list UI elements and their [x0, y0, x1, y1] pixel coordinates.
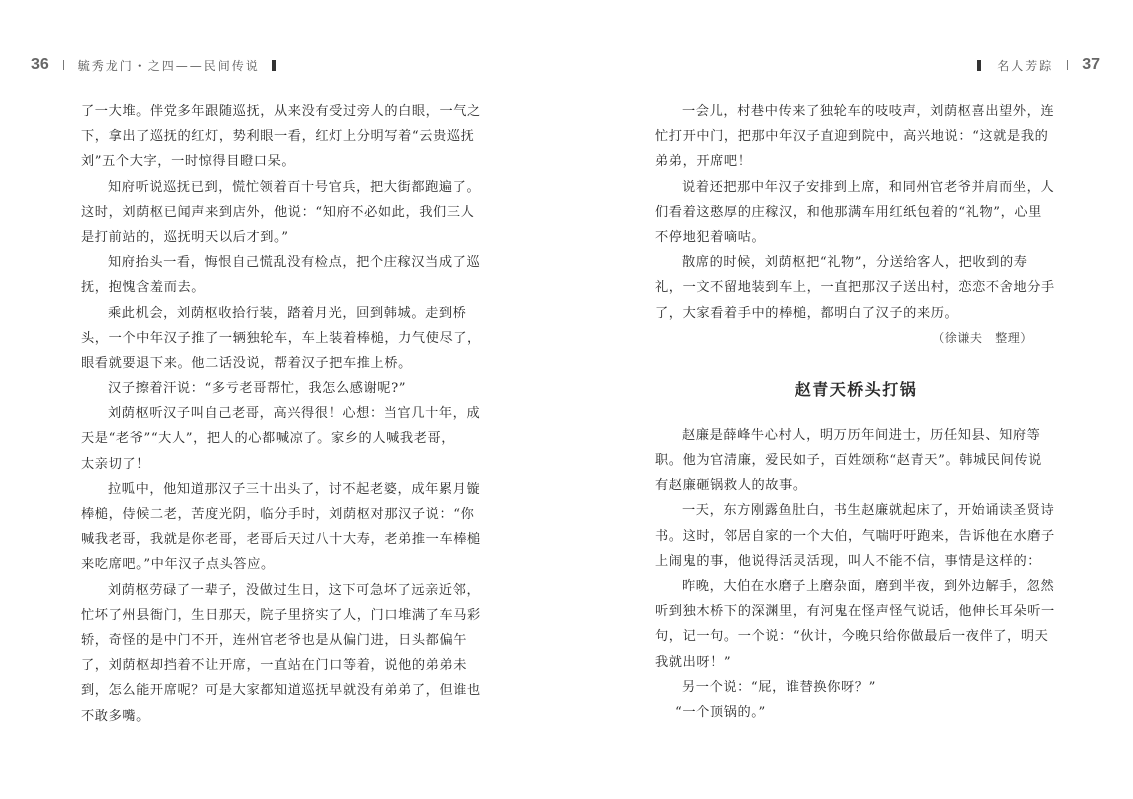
text-line: 棒槌，侍候二老，苦度光阴，临分手时，刘荫枢对那汉子说：“你	[81, 507, 475, 522]
left-body-text	[81, 99, 483, 729]
text-line: 们看着这憨厚的庄稼汉，和他那满车用红纸包着的“礼物”，心里	[655, 204, 1042, 220]
text-line: 说着还把那中年汉子安排到上席，和同州官老爷并肩而坐，人	[682, 179, 1055, 195]
text-line: 知府抬头一看，悔恨自己慌乱没有检点，把个庄稼汉当成了巡	[108, 255, 481, 271]
text-line: 了，大家看着手中的棒槌，都明白了汉子的来历。	[655, 305, 959, 321]
text-line: 下，拿出了巡抚的红灯，势利眼一看，红灯上分明写着“云贵巡抚	[81, 129, 475, 145]
text-line: 轿，奇怪的是中门不开，连州官老爷也是从偏门进，日头都偏午	[81, 632, 468, 648]
text-line: 一天，东方刚露鱼肚白，书生赵廉就起床了，开始诵读圣贤诗	[682, 503, 1055, 519]
text-line: 乘此机会，刘荫枢收拾行装，踏着月光，回到韩城。走到桥	[108, 305, 467, 321]
left-header	[31, 54, 276, 76]
right-body-text	[655, 99, 1057, 725]
text-line: 了一大堆。伴党多年跟随巡抚，从来没有受过旁人的白眼，一气之	[81, 104, 481, 119]
text-line: 职。他为官清廉，爱民如子，百姓颂称“赵青天”。韩城民间传说	[655, 453, 1042, 469]
text-line: 抚，抱愧含羞而去。	[81, 280, 206, 296]
text-line: 太亲切了！	[81, 456, 150, 472]
text-line: 忙打开中门，把那中年汉子直迎到院中，高兴地说：“这就是我的	[655, 129, 1049, 145]
text-line: 不停地犯着嘀咕。	[655, 229, 766, 245]
text-line: 另一个说：“屁，谁替换你呀？”	[682, 679, 876, 695]
text-line: 知府听说巡抚已到，慌忙领着百十号官兵，把大街都跑遍了。	[108, 179, 481, 195]
text-line: 刘荫枢听汉子叫自己老哥，高兴得很！心想：当官几十年，成	[108, 406, 481, 422]
header-bar-marker	[977, 60, 981, 71]
text-line: 有赵廉砸锅救人的故事。	[655, 478, 807, 494]
right-header	[977, 54, 1100, 76]
text-line: 礼，一文不留地装到车上，一直把那汉子送出村，恋恋不舍地分手	[655, 280, 1055, 296]
author-credit: （徐谦夫 整理）	[932, 330, 1033, 345]
text-line: 上闹鬼的事，他说得活灵活现，叫人不能不信，事情是这样的：	[655, 553, 1042, 569]
text-line: 这时，刘荫枢已闻声来到店外，他说：“知府不必如此，我们三人	[81, 204, 475, 220]
text-line: 拉呱中，他知道那汉子三十出头了，讨不起老婆，成年累月镟	[108, 481, 481, 497]
header-divider	[1067, 60, 1068, 70]
text-line: 赵廉是薛峰牛心村人，明万历年间进士，历任知县、知府等	[682, 427, 1041, 443]
text-line: 昨晚，大伯在水磨子上磨杂面，磨到半夜，到外边解手，忽然	[682, 579, 1055, 594]
text-line: 一会儿，村巷中传来了独轮车的吱吱声，刘荫枢喜出望外，连	[682, 104, 1055, 119]
text-line: 听到独木桥下的深渊里，有河鬼在怪声怪气说话，他伸长耳朵听一	[655, 604, 1055, 620]
text-line: 刘荫枢劳碌了一辈子，没做过生日，这下可急坏了远亲近邻，	[108, 582, 481, 598]
text-line: 汉子擦着汗说：“多亏老哥帮忙，我怎么感谢呢?”	[108, 381, 407, 397]
text-line: 是打前站的，巡抚明天以后才到。”	[81, 229, 289, 245]
text-line: 不敢多嘴。	[81, 708, 150, 724]
text-line: 头，一个中年汉子推了一辆独轮车，车上装着棒槌，力气使尽了，	[81, 330, 481, 346]
page-number: 37	[1082, 56, 1100, 73]
page-number: 36	[31, 56, 49, 73]
text-line: 眼看就要退下来。他二话没说，帮着汉子把车推上桥。	[81, 355, 412, 371]
text-line: 书。这时，邻居自家的一个大伯，气喘吁吁跑来，告诉他在水磨子	[655, 528, 1055, 544]
text-line: 来吃席吧。”中年汉子点头答应。	[81, 557, 275, 573]
text-line: “一个顶锅的。”	[675, 704, 766, 720]
header-divider	[63, 60, 64, 70]
text-line: 忙坏了州县衙门，生日那天，院子里挤实了人，门口堆满了车马彩	[81, 607, 481, 623]
text-line: 句，记一句。一个说：“伙计，今晚只给你做最后一夜伴了，明天	[655, 629, 1049, 645]
text-line: 了，刘荫枢却挡着不让开席，一直站在门口等着，说他的弟弟未	[81, 658, 468, 674]
running-title: 名人芳踪	[997, 58, 1054, 73]
text-line: 我就出呀！”	[655, 654, 732, 670]
right-page	[567, 0, 1133, 799]
text-line: 散席的时候，刘荫枢把“礼物”，分送给客人，把收到的寿	[682, 255, 1028, 271]
text-line: 刘”五个大字，一时惊得目瞪口呆。	[81, 154, 296, 170]
header-bar-marker	[272, 60, 276, 71]
text-line: 天是“老爷”“大人”，把人的心都喊凉了。家乡的人喊我老哥，	[81, 431, 456, 447]
text-line: 到，怎么能开席呢？可是大家都知道巡抚早就没有弟弟了，但谁也	[81, 683, 481, 699]
running-title: 毓秀龙门・之四——民间传说	[77, 58, 260, 73]
text-line: 喊我老哥，我就是你老哥，老哥后天过八十大寿，老弟推一车棒槌	[81, 532, 481, 548]
section-title: 赵青天桥头打锅	[794, 379, 918, 399]
text-line: 弟弟，开席吧！	[655, 154, 752, 170]
left-page	[0, 0, 566, 799]
